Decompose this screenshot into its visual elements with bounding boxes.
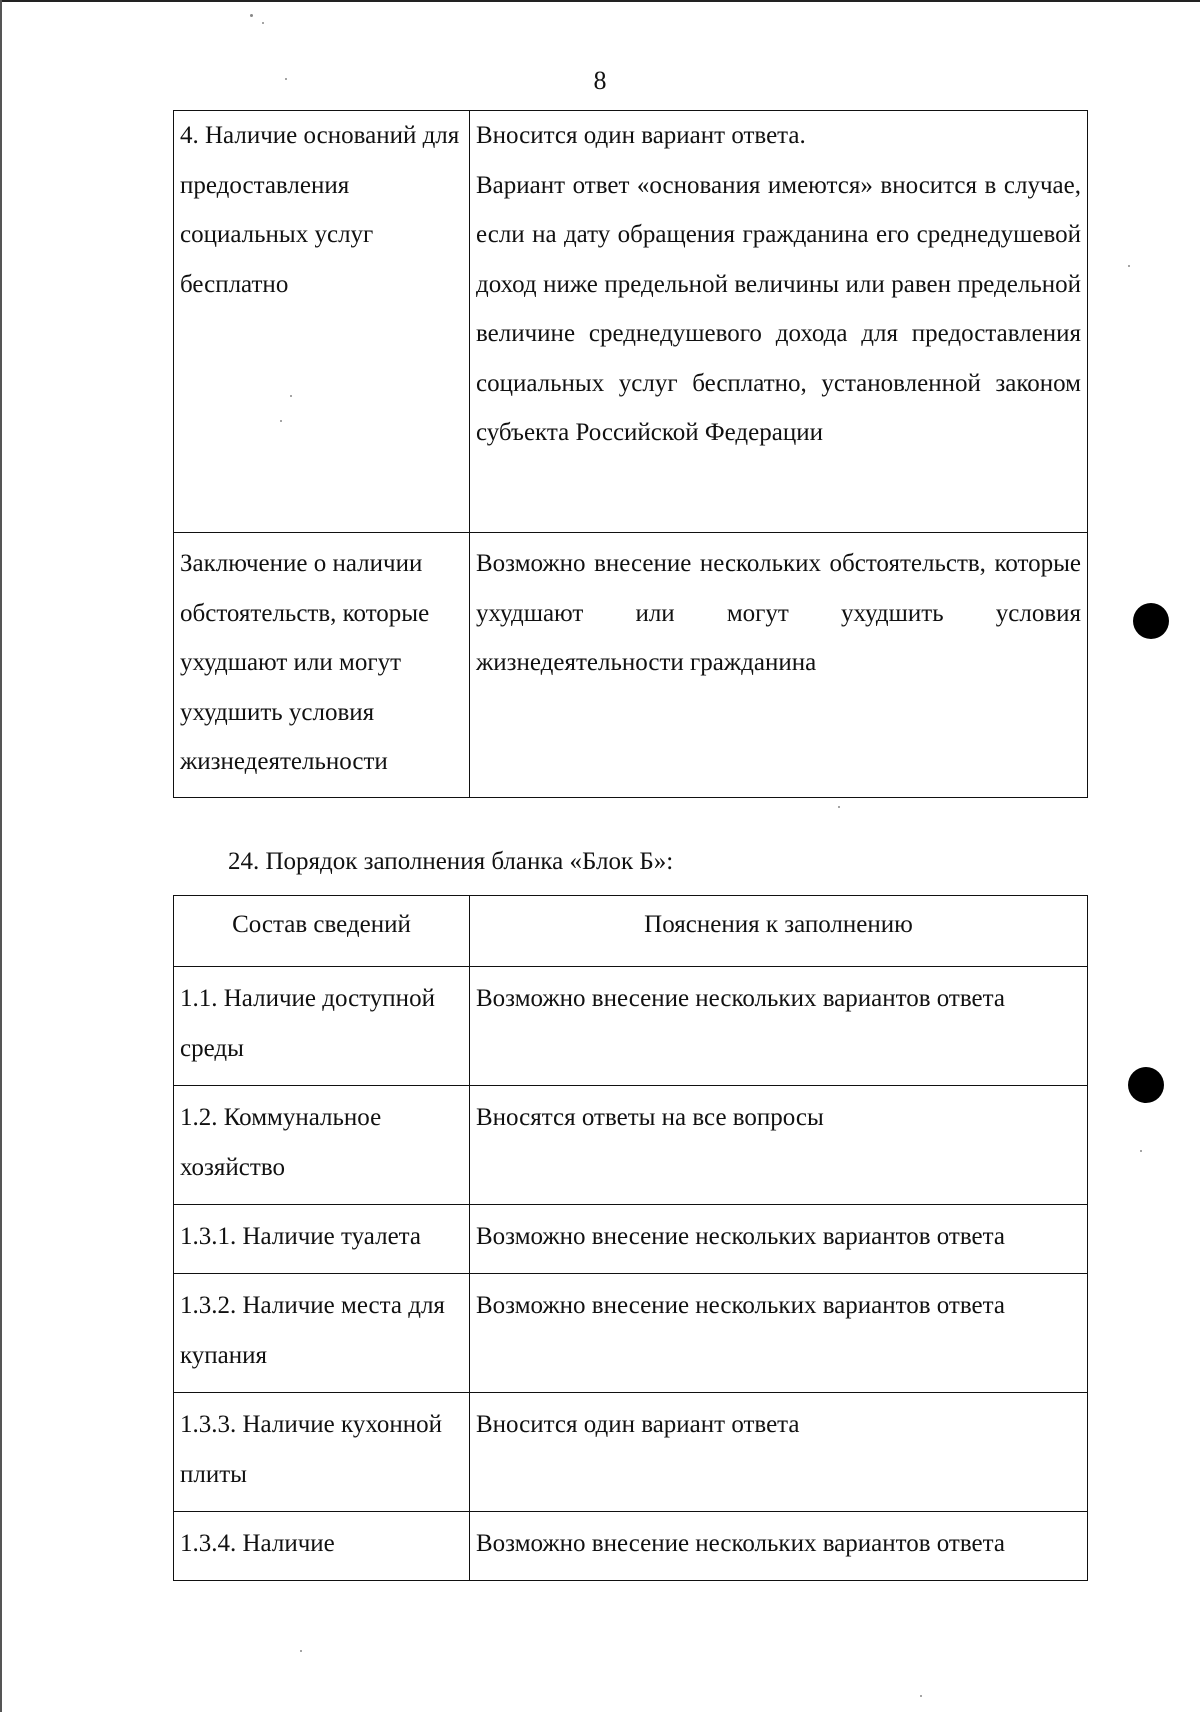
table-row [174,1086,1088,1205]
row-label: Заключение о наличии обстоятельств, которые ухудшают или могут ухудшить условия жизнедеятельности [174,533,470,798]
punch-hole-mark [1133,603,1169,639]
table-row [174,1274,1088,1393]
table-block-b [173,895,1088,1581]
scan-speck [838,806,840,808]
scan-speck [1128,265,1130,267]
row-explanation: Вносятся ответы на все вопросы [470,1086,1088,1205]
table-continuation [173,110,1088,798]
table-row [174,1205,1088,1274]
table-row [174,533,1088,798]
scan-speck [920,1695,922,1697]
page-number: 8 [593,66,607,95]
table-header-row [174,896,1088,967]
row-explanation: Возможно внесение нескольких вариантов ответа [470,1205,1088,1274]
scan-speck [300,1650,302,1652]
column-header: Состав сведений [174,896,470,967]
scan-speck [1140,1150,1142,1152]
row-label: 4. Наличие оснований для предоставления социальных услуг бесплатно [174,111,470,533]
row-label: 1.2. Коммунальное хозяйство [174,1086,470,1205]
scan-speck [290,395,292,397]
table-row [174,1393,1088,1512]
row-explanation [470,111,1088,533]
scan-speck [262,22,264,24]
explanation-paragraph: Вариант ответ «основания имеются» вносится в случае, если на дату обращения гражданина его среднедушевой доход ниже предельной величины или равен предельной величине среднедушевого дохода для предоставления социальных услуг бесплатно, установленной законом субъекта Российской Федерации [476,171,1081,446]
row-label: 1.3.3. Наличие кухонной плиты [174,1393,470,1512]
scan-speck [285,78,287,80]
row-explanation: Возможно внесение нескольких вариантов ответа [470,1512,1088,1581]
table-row [174,111,1088,533]
explanation-paragraph: Возможно внесение нескольких обстоятельств, которые ухудшают или могут ухудшить условия жизнедеятельности гражданина [476,550,1081,676]
row-label: 1.3.2. Наличие места для купания [174,1274,470,1393]
scan-speck [250,14,253,17]
explanation-line: Вносится один вариант ответа. [476,122,806,149]
table-row [174,1512,1088,1581]
column-header: Пояснения к заполнению [470,896,1088,967]
row-label: 1.3.4. Наличие [174,1512,470,1581]
row-explanation [470,533,1088,798]
scan-top-edge [0,0,1200,2]
row-explanation: Возможно внесение нескольких вариантов ответа [470,1274,1088,1393]
row-label: 1.3.1. Наличие туалета [174,1205,470,1274]
row-explanation: Возможно внесение нескольких вариантов ответа [470,967,1088,1086]
section-heading: 24. Порядок заполнения бланка «Блок Б»: [228,848,674,875]
scan-left-edge [0,0,2,1712]
row-explanation: Вносится один вариант ответа [470,1393,1088,1512]
table-row [174,967,1088,1086]
row-label: 1.1. Наличие доступной среды [174,967,470,1086]
scan-speck [280,420,282,422]
punch-hole-mark [1128,1067,1164,1103]
